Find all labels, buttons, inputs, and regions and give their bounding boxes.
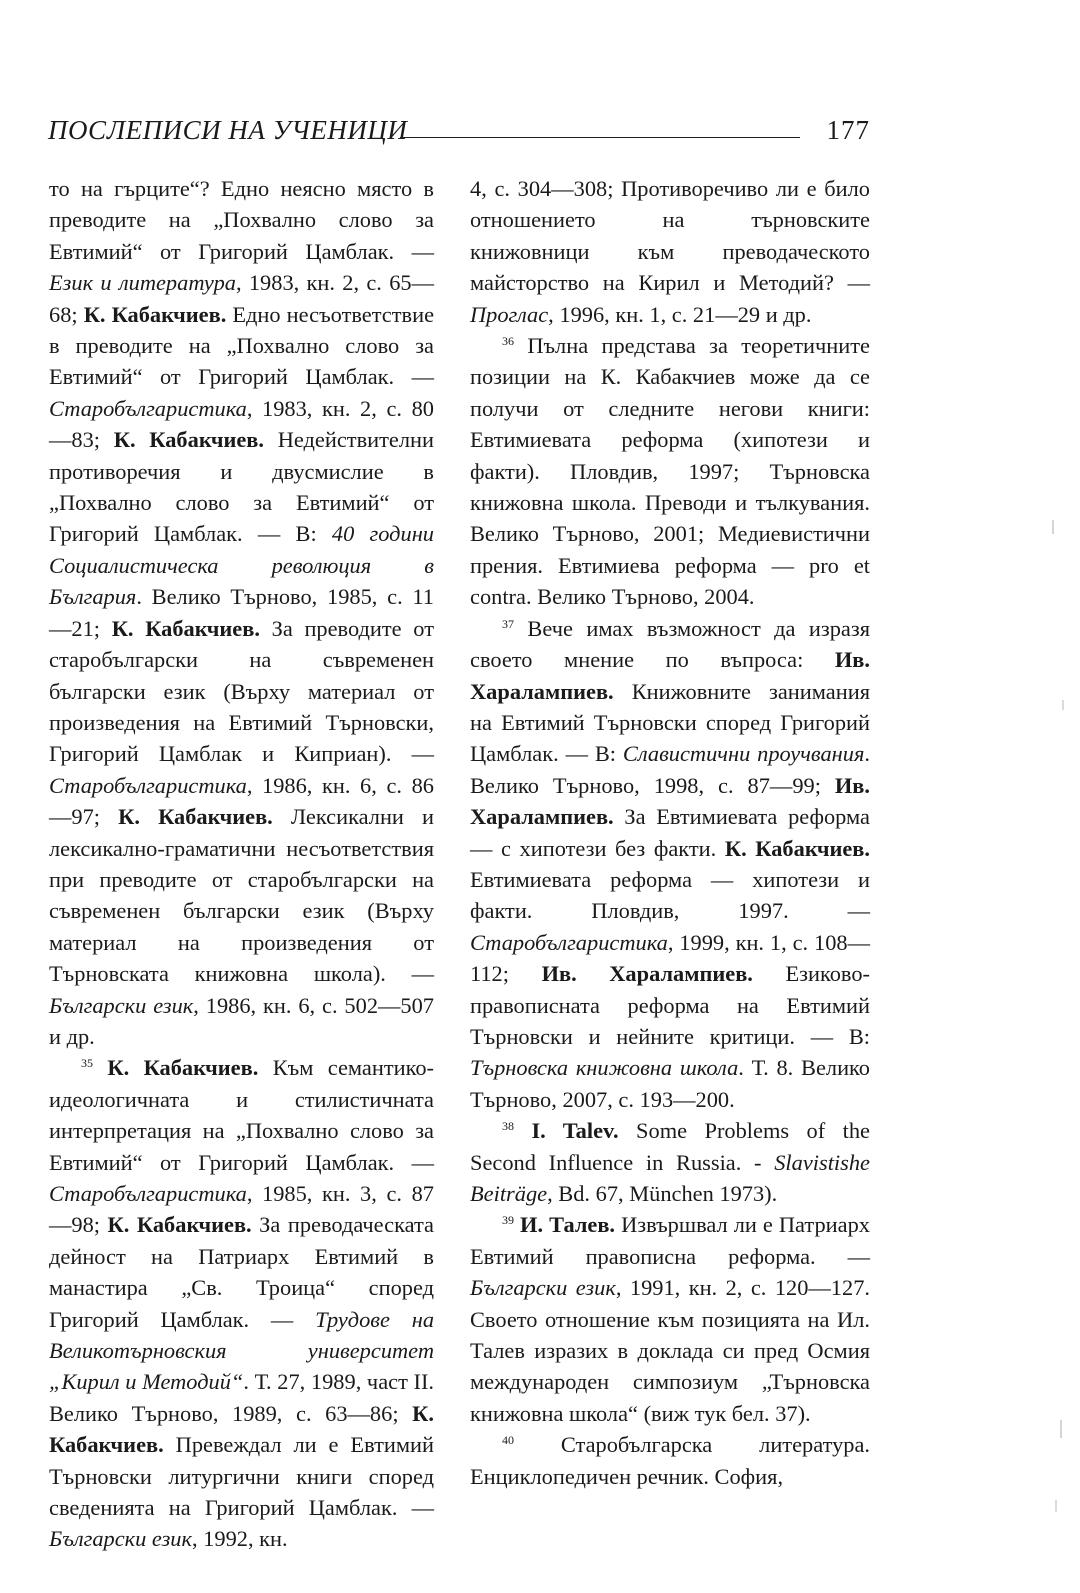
scan-artifact	[1052, 520, 1054, 534]
publication-title: Български език	[49, 1526, 192, 1552]
footnote-text	[470, 616, 870, 1112]
text-run: Евтимиевата реформа — хипотези и факти. Пловдив, 1997. —	[470, 866, 870, 924]
author-name: Ив. Харалампиев.	[541, 961, 753, 987]
text-run: , Bd. 67, München 1973).	[547, 1181, 778, 1206]
footnote-39	[470, 1209, 870, 1429]
text-run: , 1986, кн. 6, с. 86—97;	[49, 772, 434, 830]
author-name: И. Талев.	[520, 1212, 616, 1238]
footnote-text	[470, 1212, 870, 1425]
footnote-38	[470, 1115, 870, 1209]
footnote-number: 35	[81, 1056, 93, 1071]
footnote-36	[470, 330, 870, 613]
text-run: 4, с. 304—308; Противоречиво ли е било отношението на търновските книжовници към преводаческото майсторство на Кирил и Методий? —	[470, 176, 870, 296]
footnote-text	[470, 1118, 870, 1206]
text-run: . Велико Търново, 1985, с. 11—21;	[49, 584, 434, 641]
text-run: Лексикални и лексикално-граматични несъответствия при преводите от старобългарски на съвременен български език (Върху материал на произведения от Търновската книжовна школа). —	[49, 804, 435, 987]
footnote-text	[470, 1432, 870, 1488]
text-run: Вече имах възможност да изразя своето мнение по въпроса:	[470, 615, 870, 673]
text-run: Извършвал ли е Патриарх Евтимий правописна реформа. —	[470, 1212, 870, 1269]
publication-title: Slavistishe Beiträge	[470, 1149, 870, 1206]
author-name: К. Кабакчиев.	[118, 804, 273, 830]
footnote-text	[470, 333, 870, 609]
text-run: Книжовните занимания на Евтимий Търновски според Григорий Цамблак. — В:	[470, 678, 870, 767]
text-run: За преводаческата дейност на Патриарх Евтимий в манастира „Св. Троица“ според Григорий Цамблак. —	[49, 1212, 434, 1332]
text-run: . Т. 8. Велико Търново, 2007, с. 193—200.	[470, 1055, 870, 1112]
footnote-number: 37	[502, 616, 514, 631]
running-title: ПОСЛЕПИСИ НА УЧЕНИЦИ	[48, 115, 408, 145]
author-name: К. Кабакчиев.	[83, 301, 227, 327]
author-name: Ив. Харалампиев.	[470, 647, 870, 704]
footnote-continuation-right	[470, 173, 870, 330]
text-run: . Т. 27, 1989, част II. Велико Търново, 1989, с. 63—86;	[49, 1369, 435, 1426]
footnote-40	[470, 1429, 870, 1492]
footnote-35	[49, 1052, 434, 1555]
footnote-number: 36	[502, 334, 514, 349]
publication-title: Език и литература	[49, 270, 236, 296]
footnote-number: 40	[502, 1433, 514, 1448]
page-number: 177	[826, 115, 870, 145]
publication-title: Български език	[49, 992, 194, 1018]
publication-title: Български език	[470, 1275, 616, 1301]
scan-artifact	[1062, 700, 1064, 710]
footnote-continuation-left	[49, 173, 434, 1052]
author-name: К. Кабакчиев.	[49, 1400, 434, 1458]
author-name: К. Кабакчиев.	[724, 835, 871, 861]
text-run: За Евтимиевата реформа — с хипотези без факти.	[470, 804, 870, 861]
publication-title: 40 години Социалистическа революция в България	[49, 521, 434, 610]
publication-title: Старобългаристика	[49, 395, 247, 421]
text-run: , 1985, кн. 3, с. 87—98;	[49, 1181, 434, 1238]
text-run: Старобългарска литература. Енциклопедичен речник. София,	[470, 1432, 870, 1489]
text-run: Превеждал ли е Евтимий Търновски литургични книги според сведенията на Григорий Цамблак. —	[49, 1432, 434, 1521]
text-run: Към семантико-идеологичната и стилистичната интерпретация на „Похвално слово за Евтимий“ от Григорий Цамблак. —	[49, 1055, 434, 1175]
text-run: , 1992, кн.	[191, 1526, 288, 1552]
header-rule	[400, 137, 800, 138]
text-run: , 1986, кн. 6, с. 502—507 и др.	[49, 992, 434, 1049]
text-run: Недействителни противоречия и двусмислие в „Похвално слово за Евтимий“ от Григорий Цамблак. — В:	[49, 427, 434, 547]
publication-title: Старобългаристика	[49, 1181, 247, 1206]
text-run: , 1983, кн. 2, с. 80—83;	[49, 395, 434, 453]
footnote-text	[49, 1055, 434, 1551]
text-run: Some Problems of the Second Influence in Russia. -	[470, 1118, 870, 1175]
author-name: К. Кабакчиев.	[107, 1055, 259, 1081]
publication-title: Славистични проучвания	[622, 741, 865, 767]
publication-title: Търновска книжовна школа	[470, 1055, 739, 1081]
scan-artifact	[1060, 1420, 1062, 1438]
text-run: , 1991, кн. 2, с. 120—127. Своето отношение към позицията на Ил. Талев изразих в доклада си пред Осмия международен симпозиум „Търновска книжовна школа“ (виж тук бел. 37).	[470, 1275, 870, 1426]
text-run: , 1996, кн. 1, с. 21—29 и др.	[548, 301, 812, 327]
footnote-number: 39	[502, 1213, 514, 1228]
running-header	[48, 115, 870, 155]
text-run: , 1999, кн. 1, с. 108—112;	[470, 929, 870, 987]
author-name: К. Кабакчиев.	[107, 1212, 252, 1238]
left-column	[49, 173, 434, 1555]
text-run: то на гърците“? Едно неясно място в преводите на „Похвално слово за Евтимий“ от Григорий Цамблак. —	[49, 176, 434, 264]
author-name: К. Кабакчиев.	[111, 615, 260, 641]
footnote-37	[470, 613, 870, 1116]
text-run: Едно несъответствие в преводите на „Похвално слово за Евтимий“ от Григорий Цамблак. —	[49, 301, 435, 390]
text-run: . Велико Търново, 1998, с. 87—99;	[470, 741, 870, 798]
author-name: К. Кабакчиев.	[113, 427, 264, 453]
text-run: Езиково-правописната реформа на Евтимий Търновски и нейните критици. — В:	[470, 961, 870, 1049]
publication-title: Проглас	[470, 301, 549, 327]
text-run: , 1983, кн. 2, с. 65—68;	[49, 270, 434, 327]
publication-title: Старобългаристика	[470, 929, 668, 955]
publication-title: Старобългаристика	[49, 772, 247, 798]
scan-artifact	[1055, 1500, 1057, 1512]
text-run: Пълна представа за теоретичните позиции на К. Кабакчиев може да се получи от следните негови книги: Евтимиевата реформа (хипотези и факти). Пловдив, 1997; Търновска книжовна школа. Преводи и тълкувания. Велико Търново, 2001; Медиевистични прения. Евтимиева реформа — pro et contra. Велико Търново, 2004.	[470, 333, 870, 610]
author-name: I. Talev.	[531, 1118, 619, 1144]
right-column	[470, 173, 870, 1492]
footnote-number: 38	[502, 1119, 514, 1134]
publication-title: Трудове на Великотърновския университет „Кирил и Методий“	[49, 1306, 435, 1395]
author-name: Ив. Харалампиев.	[470, 772, 870, 830]
text-run: За преводите от старобългарски на съвременен български език (Върху материал от произведения на Евтимий Търновски, Григорий Цамблак и Киприан). —	[49, 615, 434, 767]
